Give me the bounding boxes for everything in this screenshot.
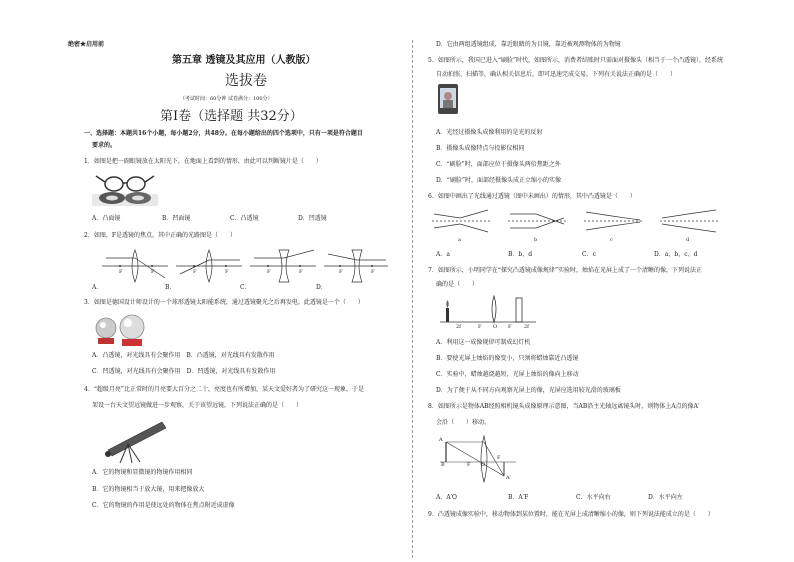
q5-face-scanner-figure [438,84,458,114]
q5-option-a[interactable]: A．光经过摄像头成像利用的是光的反射 [436,129,543,136]
q1-option-b[interactable]: B．凹面镜 [162,215,191,222]
q7-option-d[interactable]: D．为了便于从不同方向观察光屏上的像，光屏应选用较光滑的玻璃板 [436,387,621,394]
q2-light-path-figures [100,246,390,286]
q1-option-a[interactable]: A．凸面镜 [92,215,121,222]
q2-fig-label: F [371,269,375,275]
column-divider [412,40,413,558]
q1-glasses-figure [92,172,158,206]
volume-title: 第Ⅰ卷（选择题 共32分） [160,109,303,124]
q8-fig-label: F [467,462,471,468]
section-intro: 一、选择题：本题共16个小题，每小题2分，共48分。在每小题给出的四个选项中，只有一项是符合题目 [84,130,363,137]
q3-solar-sphere-figure [92,312,148,348]
q8-option-a[interactable]: A．A′O [436,494,457,501]
q5-option-c[interactable]: C．“刷脸”时，面部应位于摄像头两倍焦距之外 [436,161,561,168]
q8-option-b[interactable]: B．A′F [508,494,529,501]
q2-fig-label: F [151,269,155,275]
q6-stem: 6．如图中画出了光线通过透镜（图中未画出）的情形，其中凸透镜是（ ） [428,193,636,200]
q6-fig-label: c [610,237,613,243]
q9-stem: 9．凸透镜成像实验中，移动物体到某位置时，能在光屏上成清晰缩小的像，则下列说法能成立的是（ ） [428,511,714,518]
q7-fig-label: 2f [524,324,530,330]
q6-option-d[interactable]: D．a、b、c、d [654,251,698,258]
q3-option-cd[interactable]: C．凹透镜，对光线具有会聚作用 D．凹透镜，对光线具有发散作用 [92,368,276,375]
q7-stem-cont: 确的是（ ） [436,281,479,288]
q4-option-d[interactable]: D．它由两组透镜组成，靠近眼睛的为目镜，靠近被观测物体的为物镜 [436,41,621,48]
q7-stem: 7．如图所示，小明同学在“探究凸透镜成像规律”实验时，烛焰在光屏上成了一个清晰的像，下列说法正 [428,267,702,274]
paper-title: 选拔卷 [225,73,267,89]
q2-option-a[interactable]: A． [92,284,103,291]
q4-stem: 4．“超级月亮”比正常时的月亮要大百分之二十，亮度也有所增加，某天文爱好者为了研究这一现象，于是 [84,386,364,393]
q6-option-b[interactable]: B．b、d [508,251,533,258]
exam-info: （考试时间：60分钟 试卷满分：100分） [180,96,273,102]
q5-stem-cont: 自动拍照、扫描等，确认相关信息后，即可迅速完成交易，下列有关说法正确的是（ ） [436,71,677,78]
q7-fig-label: F [478,324,482,330]
q8-option-d[interactable]: D．水平向左 [648,494,683,501]
q6-fig-label: b [534,237,538,243]
q7-option-b[interactable]: B．要使光屏上烛焰的像变小，只须将蜡烛靠近凸透镜 [436,355,579,362]
q2-fig-label: F [339,269,343,275]
q7-fig-label: 2f [456,324,462,330]
q8-fig-label: O [481,462,486,468]
q4-option-a[interactable]: A．它的物镜和显微镜的物镜作用相同 [92,469,193,476]
q8-fig-label: A′ [506,475,511,481]
q7-option-c[interactable]: C．实验中，蜡烛越烧越短，光屏上烛焰的像向上移动 [436,371,579,378]
q8-fig-label: A [439,437,443,443]
q8-option-c[interactable]: C．水平向右 [576,494,611,501]
q1-option-d[interactable]: D．凹透镜 [298,215,327,222]
q3-option-ab[interactable]: A．凸透镜，对光线具有会聚作用 B．凸透镜，对光线具有发散作用 [92,352,275,359]
q8-stem-cont: 会沿（ ）移动。 [436,419,491,426]
q6-option-a[interactable]: A．a [436,251,450,258]
q6-fig-label: d [686,237,690,243]
q6-option-c[interactable]: C．c [582,251,596,258]
chapter-title: 第五章 透镜及其应用（人教版） [172,55,316,66]
q4-telescope-figure [98,416,170,464]
q1-stem: 1．如图是把一副眼镜放在太阳光下，在地面上看到的情形，由此可以判断镜片是（ ） [84,158,322,165]
q8-stem: 8．如图所示是物体AB经照相机镜头成像原理示意图，当AB沿主光轴远离镜头时，则物体上A点的像A′ [428,403,700,410]
q6-ray-figures [430,206,720,236]
q2-option-b[interactable]: B． [165,284,176,291]
q2-fig-label: F [299,269,303,275]
q5-stem: 5．如图所示，我国已进入“刷脸”时代，如图所示，消费者结账时只需面对摄像头（相当于一个凸透镜），经系统 [428,57,723,64]
q3-stem: 3．如图是德国设计师设计的一个球形透镜太阳能系统，通过透镜聚光之后再发电。此透镜是一个（ ） [84,299,364,306]
q4-option-c[interactable]: C．它的物镜的作用是使远处的物体在焦点附近成虚像 [92,502,235,509]
q4-option-b[interactable]: B．它的物镜相当于放大镜，用来把像放大 [92,486,205,493]
q2-fig-label: F [193,269,197,275]
secret-label: 绝密★启用前 [68,41,105,48]
q2-fig-label: F [225,269,229,275]
q2-fig-label: F [119,269,123,275]
q2-option-c[interactable]: C． [240,284,251,291]
section-intro-cont: 要求的。 [92,142,117,149]
q6-fig-label: a [458,237,461,243]
q1-option-c[interactable]: C．凸透镜 [230,215,259,222]
q2-fig-label: F [267,269,271,275]
q7-fig-label: F [508,324,512,330]
q2-option-d[interactable]: D． [316,284,327,291]
q4-stem-cont: 架设一台天文望远镜做进一步观察，关于该望远镜，下列说法正确的是（ ） [92,402,303,409]
q5-option-d[interactable]: D．“刷脸”时，面部经摄像头成正立缩小的实像 [436,177,561,184]
q7-fig-label: O [493,324,498,330]
q8-fig-label: B [441,462,445,468]
q7-optical-bench-figure [438,292,538,328]
q8-fig-label: F [497,455,501,461]
q2-stem: 2．如图，F是透镜的焦点，其中正确的光路图是（ ） [84,232,236,239]
q7-option-a[interactable]: A．利用这一成像规律可制成幻灯机 [436,339,531,346]
q5-option-b[interactable]: B．摄像头成像特点与投影仪相同 [436,145,525,152]
